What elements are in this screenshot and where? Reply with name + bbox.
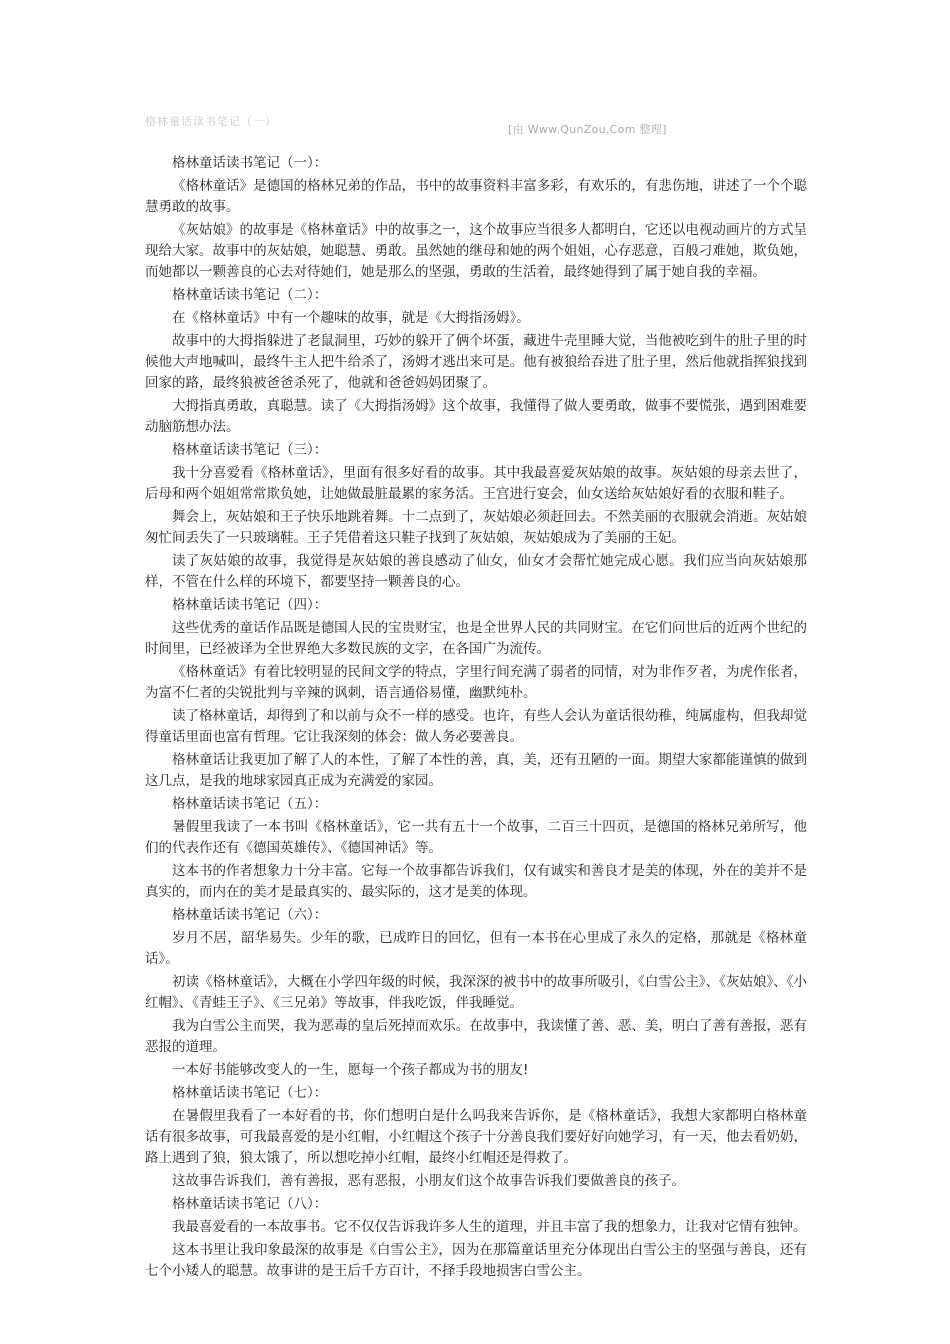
body-paragraph: 这故事告诉我们，善有善报，恶有恶报，小朋友们这个故事告诉我们要做善良的孩子。 bbox=[172, 1173, 685, 1189]
section-heading: 格林童话读书笔记（五）： bbox=[172, 796, 328, 812]
section-heading: 格林童话读书笔记（七）： bbox=[172, 1085, 328, 1101]
body-paragraph: 《灰姑娘》的故事是《格林童话》中的故事之一，这个故事应当很多人都明白，它还以电视动画片的方式呈现给大家。故事中的灰姑娘，她聪慧、勇敢。虽然她的继母和她的两个姐姐，心存恶意，百般刁难她，欺负她，而她都以一颗善良的心去对待她们，她是那么的坚强，勇敢的生活着，最终她得到了属于她自我的幸福。 bbox=[145, 222, 807, 280]
body-paragraph: 这本书里让我印象最深的故事是《白雪公主》，因为在那篇童话里充分体现出白雪公主的坚强与善良，还有七个小矮人的聪慧。故事讲的是王后千方百计，不择手段地损害白雪公主。 bbox=[145, 1242, 807, 1279]
body-paragraph: 格林童话让我更加了解了人的本性，了解了本性的善，真，美，还有丑陋的一面。期望大家都能谨慎的做到这几点，是我的地球家园真正成为充满爱的家园。 bbox=[145, 752, 807, 789]
body-paragraph: 《格林童话》是德国的格林兄弟的作品，书中的故事资料丰富多彩，有欢乐的，有悲伤地，讲述了一个个聪慧勇敢的故事。 bbox=[145, 178, 807, 215]
watermark: [由 Www.QunZou.Com 整理] bbox=[508, 123, 667, 136]
body-paragraph: 在暑假里我看了一本好看的书，你们想明白是什么吗我来告诉你，是《格林童话》，我想大家都明白格林童话有很多故事，可我最喜爱的是小红帽，小红帽这个孩子十分善良我们要好好向她学习，有一天，他去看奶奶，路上遇到了狼，狼太饿了，所以想吃掉小红帽，最终小红帽还是得救了。 bbox=[145, 1108, 807, 1166]
body-paragraph: 读了格林童话，却得到了和以前与众不一样的感受。也许，有些人会认为童话很幼稚，纯属虚构，但我却觉得童话里面也富有哲理。它让我深刻的体会：做人务必要善良。 bbox=[145, 708, 807, 745]
body-paragraph: 我为白雪公主而哭，我为恶毒的皇后死掉而欢乐。在故事中，我读懂了善、恶、美，明白了善有善报，恶有恶报的道理。 bbox=[145, 1018, 807, 1055]
body-paragraph: 故事中的大拇指躲进了老鼠洞里，巧妙的躲开了俩个坏蛋，藏进牛壳里睡大觉，当他被吃到牛的肚子里的时候他大声地喊叫，最终牛主人把牛给杀了，汤姆才逃出来可是。他有被狼给吞进了肚子里，然后他就指挥狼找到回家的路，最终狼被爸爸杀死了，他就和爸爸妈妈团聚了。 bbox=[145, 333, 807, 391]
body-paragraph: 《格林童话》有着比较明显的民间文学的特点，字里行间充满了弱者的同情，对为非作歹者，为虎作伥者，为富不仁者的尖锐批判与辛辣的讽刺，语言通俗易懂，幽默纯朴。 bbox=[145, 664, 807, 701]
body-paragraph: 这些优秀的童话作品既是德国人民的宝贵财宝，也是全世界人民的共同财宝。在它们问世后的近两个世纪的时间里，已经被译为全世界绝大多数民族的文字，在各国广为流传。 bbox=[145, 620, 807, 657]
body-paragraph: 我最喜爱看的一本故事书。它不仅仅告诉我许多人生的道理，并且丰富了我的想象力，让我对它情有独钟。 bbox=[172, 1219, 807, 1235]
faint-header-text: 格林童话读书笔记（一） bbox=[145, 115, 277, 128]
section-heading: 格林童话读书笔记（二）： bbox=[172, 287, 328, 303]
section-heading: 格林童话读书笔记（三）： bbox=[172, 442, 328, 458]
body-paragraph: 暑假里我读了一本书叫《格林童话》，它一共有五十一个故事，二百三十四页，是德国的格林兄弟所写，他们的代表作还有《德国英雄传》、《德国神话》等。 bbox=[145, 819, 807, 856]
body-paragraph: 舞会上，灰姑娘和王子快乐地跳着舞。十二点到了，灰姑娘必须赶回去。不然美丽的衣服就会消逝。灰姑娘匆忙间丢失了一只玻璃鞋。王子凭借着这只鞋子找到了灰姑娘，灰姑娘成为了美丽的王妃。 bbox=[145, 509, 807, 546]
body-paragraph: 大拇指真勇敢，真聪慧。读了《大拇指汤姆》这个故事，我懂得了做人要勇敢，做事不要慌张，遇到困难要动脑筋想办法。 bbox=[145, 398, 807, 435]
body-paragraph: 一本好书能够改变人的一生，愿每一个孩子都成为书的朋友! bbox=[172, 1062, 529, 1078]
section-heading: 格林童话读书笔记（八）： bbox=[172, 1196, 328, 1212]
section-heading: 格林童话读书笔记（六）： bbox=[172, 907, 328, 923]
body-paragraph: 初读《格林童话》，大概在小学四年级的时候，我深深的被书中的故事所吸引，《白雪公主》、《灰姑娘》、《小红帽》、《青蛙王子》、《三兄弟》等故事，伴我吃饭，伴我睡觉。 bbox=[145, 974, 807, 1011]
section-heading: 格林童话读书笔记（一）： bbox=[172, 155, 328, 171]
body-paragraph: 岁月不居，韶华易失。少年的歌，已成昨日的回忆，但有一本书在心里成了永久的定格，那就是《格林童话》。 bbox=[145, 930, 807, 967]
body-paragraph: 在《格林童话》中有一个趣味的故事，就是《大拇指汤姆》。 bbox=[172, 310, 530, 326]
body-paragraph: 我十分喜爱看《格林童话》，里面有很多好看的故事。其中我最喜爱灰姑娘的故事。灰姑娘的母亲去世了，后母和两个姐姐常常欺负她，让她做最脏最累的家务活。王宫进行宴会，仙女送给灰姑娘好看的衣服和鞋子。 bbox=[145, 465, 807, 502]
body-paragraph: 这本书的作者想象力十分丰富。它每一个故事都告诉我们，仅有诚实和善良才是美的体现，外在的美并不是真实的，而内在的美才是最真实的、最实际的，这才是美的体现。 bbox=[145, 863, 807, 900]
body-paragraph: 读了灰姑娘的故事，我觉得是灰姑娘的善良感动了仙女，仙女才会帮忙她完成心愿。我们应当向灰姑娘那样，不管在什么样的环境下，都要坚持一颗善良的心。 bbox=[145, 553, 807, 590]
document-body bbox=[145, 153, 807, 1284]
section-heading: 格林童话读书笔记（四）： bbox=[172, 597, 328, 613]
